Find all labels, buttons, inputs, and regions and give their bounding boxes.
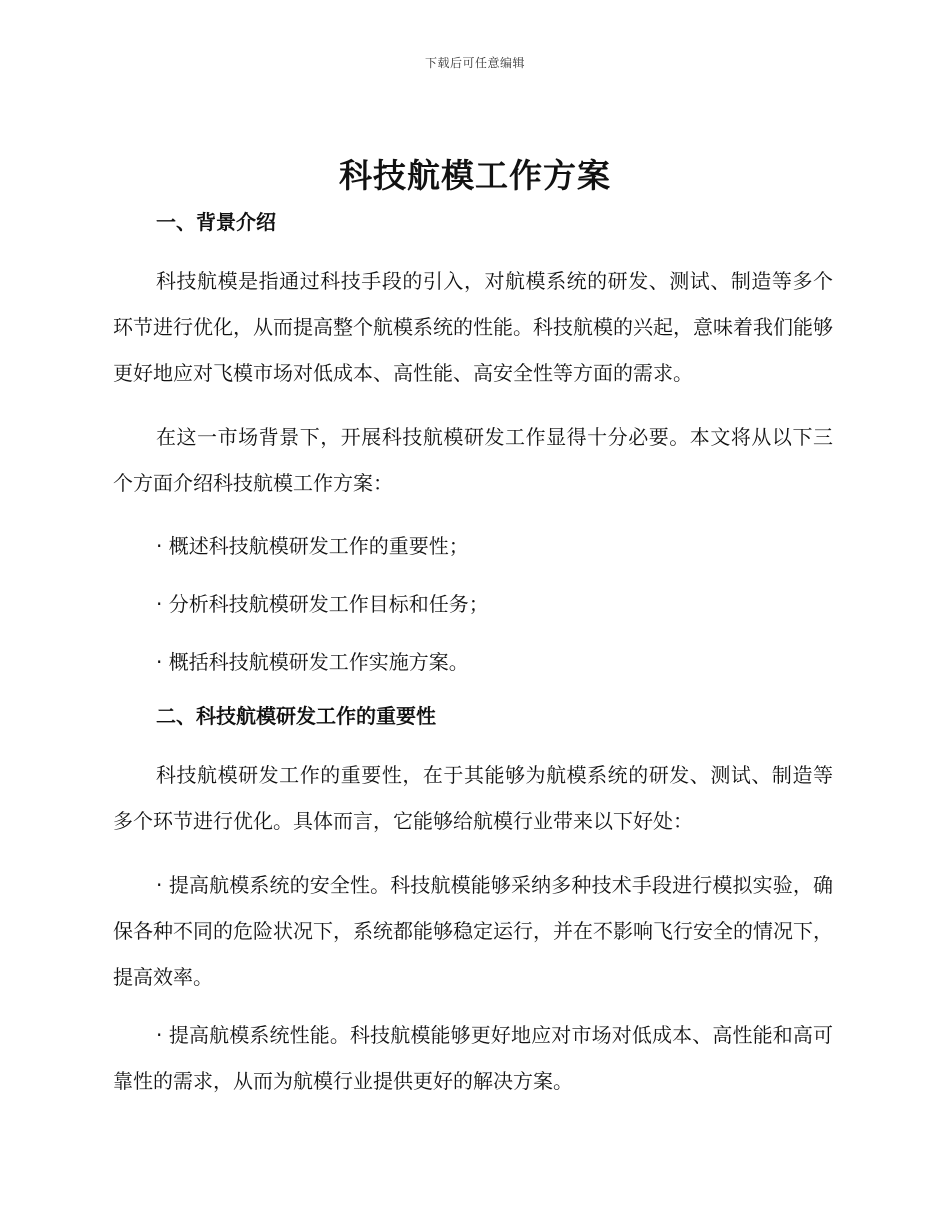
section-heading-importance: 二、科技航模研发工作的重要性 [156,704,436,728]
bullet-item: · 提高航模系统性能。科技航模能够更好地应对市场对低成本、高性能和高可靠性的需求，从而为航模行业提供更好的解决方案。 [113,1023,833,1093]
bullet-item: · 概述科技航模研发工作的重要性； [156,534,469,558]
document-body [113,204,833,1116]
document-title: 科技航模工作方案 [339,156,611,195]
paragraph: 科技航模研发工作的重要性，在于其能够为航模系统的研发、测试、制造等多个环节进行优化。具体而言，它能够给航模行业带来以下好处： [113,763,833,833]
bullet-item: · 分析科技航模研发工作目标和任务； [156,592,489,616]
bullet-item: · 提高航模系统的安全性。科技航模能够采纳多种技术手段进行模拟实验，确保各种不同的危险状况下，系统都能够稳定运行，并在不影响飞行安全的情况下，提高效率。 [113,873,833,989]
header-note: 下载后可任意编辑 [424,56,525,70]
bullet-item: · 概括科技航模研发工作实施方案。 [156,650,469,674]
section-heading-background: 一、背景介绍 [156,210,276,234]
paragraph: 在这一市场背景下，开展科技航模研发工作显得十分必要。本文将从以下三个方面介绍科技航模工作方案： [113,425,833,495]
paragraph: 科技航模是指通过科技手段的引入，对航模系统的研发、测试、制造等多个环节进行优化，从而提高整个航模系统的性能。科技航模的兴起，意味着我们能够更好地应对飞模市场对低成本、高性能、高安全性等方面的需求。 [113,269,833,385]
